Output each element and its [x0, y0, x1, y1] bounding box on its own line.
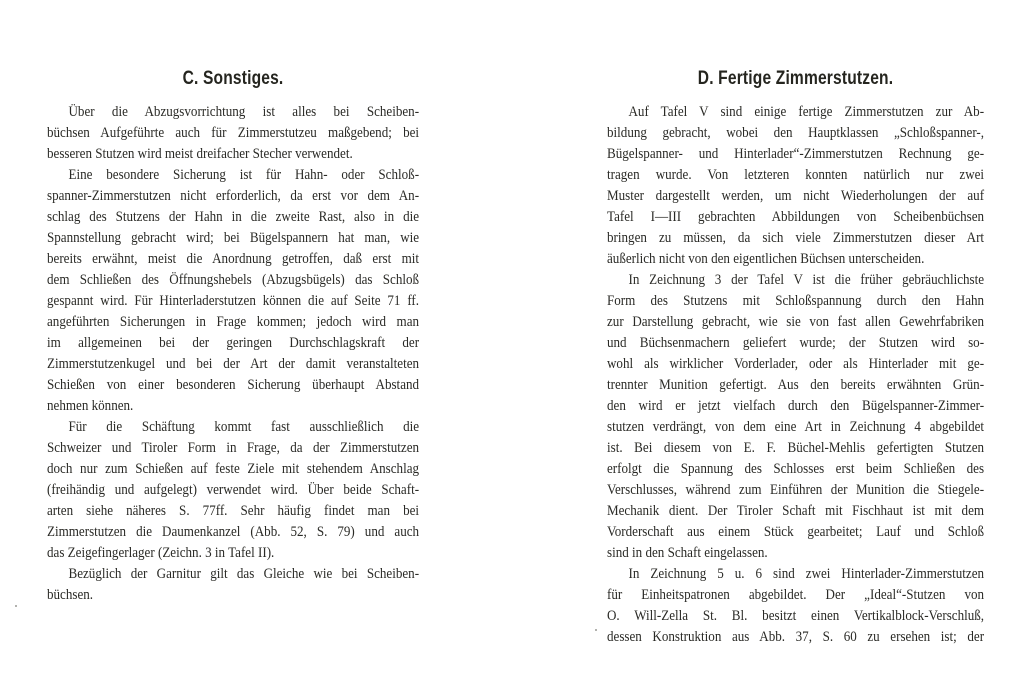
- scan-speck: [595, 629, 597, 631]
- text-line: Verschlusses, während zum Einführen der Munition die Stiegele-: [607, 481, 985, 498]
- text-line: sind in den Schaft eingelassen.: [607, 544, 768, 561]
- text-line: Spannstellung gebracht wird; bei Bügelspannern hat man, wie: [47, 229, 420, 246]
- text-line: für Einheitspatronen abgebildet. Der „Ideal“-Stutzen von: [607, 586, 985, 603]
- text-line: In Zeichnung 5 u. 6 sind zwei Hinterlader-Zimmerstutzen: [628, 565, 985, 582]
- text-line: angeführten Sicherungen in Frage kommen; jedoch wird man: [47, 313, 420, 330]
- text-line: büchsen.: [47, 586, 94, 603]
- text-line: äußerlich nicht von den eigentlichen Büchsen unterscheiden.: [607, 250, 925, 267]
- text-line: arten siehe näheres S. 77ff. Sehr häufig findet man bei: [47, 502, 420, 519]
- text-line: Mechanik dient. Der Tiroler Schaft mit Fischhaut ist mit dem: [607, 502, 985, 519]
- right-page-body: [607, 101, 984, 647]
- text-line: wohl als wirklicher Vorderlader, oder als Hinterlader mit ge-: [607, 355, 985, 372]
- text-line: Tafel I—III gebrachten Abbildungen von Scheibenbüchsen: [607, 208, 985, 225]
- text-line: den wird er jetzt vielfach durch den Bügelspanner-Zimmer-: [607, 397, 985, 414]
- text-line: trennter Munition gefertigt. Aus den bereits erwähnten Grün-: [607, 376, 985, 393]
- text-line: Form des Stutzens mit Schloßspannung durch den Hahn: [607, 292, 985, 309]
- text-line: büchsen Aufgeführte auch für Zimmerstutzeu maßgebend; bei: [47, 124, 420, 141]
- text-line: schlag des Stutzens der Hahn in die zweite Rast, also in die: [47, 208, 420, 225]
- text-line: bildung gebracht, wobei den Hauptklassen „Schloßspanner-,: [607, 124, 985, 141]
- text-line: das Zeigefingerlager (Zeichn. 3 in Tafel II).: [47, 544, 275, 561]
- text-line: dem Schließen des Öffnungshebels (Abzugsbügels) das Schloß: [47, 271, 420, 288]
- text-line: Zimmerstutzenkugel und bei der Art der damit veranstalteten: [47, 355, 420, 372]
- text-line: stutzen verdrängt, von dem eine Art in Zeichnung 4 abgebildet: [607, 418, 985, 435]
- text-line: Vorderschaft aus einem Stück gearbeitet; Lauf und Schloß: [607, 523, 985, 540]
- text-line: Bügelspanner- und Hinterlader“-Zimmerstutzen Rechnung ge-: [607, 145, 985, 162]
- text-line: Schweizer und Tiroler Form in Frage, da der Zimmerstutzen: [47, 439, 420, 456]
- text-line: und Büchsenmachern geliefert wurde; der Stutzen wird so-: [607, 334, 985, 351]
- left-page-body: [47, 101, 419, 605]
- text-line: Muster dargestellt werden, um nicht Wiederholungen der auf: [607, 187, 985, 204]
- scan-speck: [15, 605, 17, 607]
- text-line: bringen zu müssen, da sich viele Zimmerstutzen dieser Art: [607, 229, 985, 246]
- text-line: im allgemeinen bei der geringen Durchschlagskraft der: [47, 334, 420, 351]
- section-heading-d: D. Fertige Zimmerstutzen.: [697, 68, 894, 89]
- text-line: spanner-Zimmerstutzen nicht erforderlich, da erst vor dem An-: [47, 187, 420, 204]
- text-line: besseren Stutzen wird meist dreifacher Stecher verwendet.: [47, 145, 353, 162]
- text-line: (freihändig und aufgelegt) verwendet wird. Über beide Schaft-: [47, 481, 420, 498]
- text-line: erfolgt die Spannung des Schlosses erst beim Schließen des: [607, 460, 985, 477]
- text-line: Für die Schäftung kommt fast ausschließlich die: [68, 418, 420, 435]
- text-line: doch nur zum Schießen auf feste Ziele mit stehendem Anschlag: [47, 460, 420, 477]
- text-line: Zimmerstutzen die Daumenkanzel (Abb. 52, S. 79) und auch: [47, 523, 420, 540]
- text-line: O. Will-Zella St. Bl. besitzt einen Vertikalblock-Verschluß,: [607, 607, 985, 624]
- text-line: tragen wurde. Von letzteren konnten natürlich nur zwei: [607, 166, 985, 183]
- text-line: gespannt wird. Für Hinterladerstutzen können die auf Seite 71 ff.: [47, 292, 420, 309]
- text-line: In Zeichnung 3 der Tafel V ist die früher gebräuchlichste: [628, 271, 985, 288]
- text-line: ist. Bei diesem von E. F. Büchel-Mehlis gefertigten Stutzen: [607, 439, 985, 456]
- section-heading-c: C. Sonstiges.: [182, 68, 284, 89]
- text-line: bereits erwähnt, meist die Anordnung getroffen, daß erst mit: [47, 250, 420, 267]
- text-line: zur Darstellung gebracht, wie sie von fast allen Gewehrfabriken: [607, 313, 985, 330]
- text-line: Eine besondere Sicherung ist für Hahn- oder Schloß-: [68, 166, 420, 183]
- text-line: Über die Abzugsvorrichtung ist alles bei Scheiben-: [68, 103, 420, 120]
- text-line: Schießen von einer besonderen Sicherung überhaupt Abstand: [47, 376, 420, 393]
- text-line: nehmen können.: [47, 397, 134, 414]
- text-line: Auf Tafel V sind einige fertige Zimmerstutzen zur Ab-: [628, 103, 985, 120]
- text-line: dessen Konstruktion aus Abb. 37, S. 60 zu ersehen ist; der: [607, 628, 985, 645]
- text-line: Bezüglich der Garnitur gilt das Gleiche wie bei Scheiben-: [68, 565, 420, 582]
